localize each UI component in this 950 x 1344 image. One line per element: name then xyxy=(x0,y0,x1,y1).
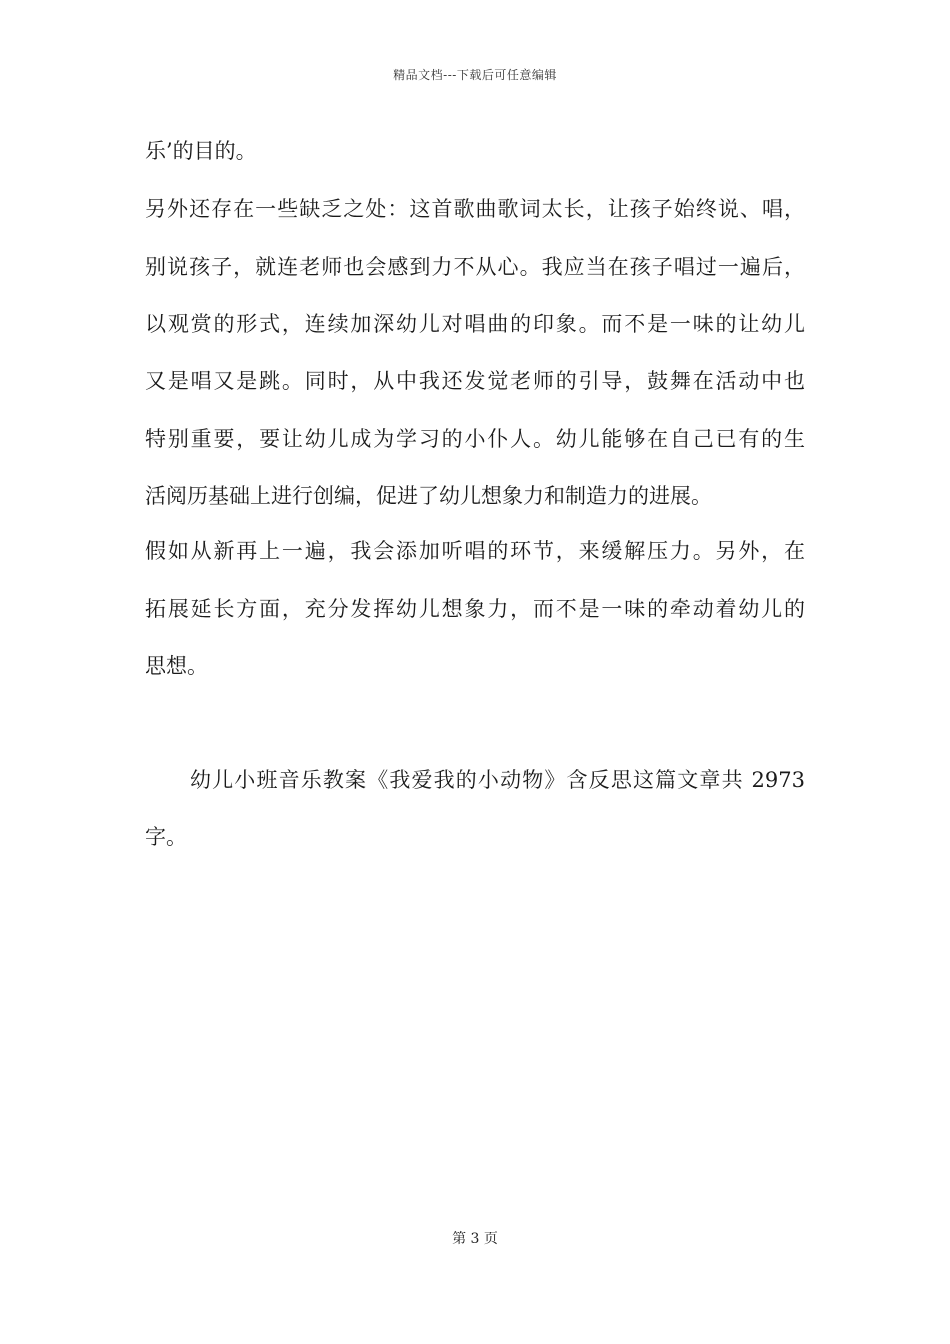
paragraph-line: 思想。 xyxy=(145,654,208,678)
summary-line: 字。 xyxy=(145,825,187,849)
paragraph-line: 活阅历基础上进行创编，促进了幼儿想象力和制造力的进展。 xyxy=(145,484,712,508)
paragraph-line: 以观赏的形式，连续加深幼儿对唱曲的印象。而不是一味的让幼儿 xyxy=(145,312,805,336)
page-number: 第 3 页 xyxy=(452,1231,498,1247)
page-header: 精品文档---下载后可任意编辑 xyxy=(393,68,557,82)
paragraph-line: 假如从新再上一遍，我会添加听唱的环节，来缓解压力。另外，在 xyxy=(145,539,805,563)
paragraph-line: 另外还存在一些缺乏之处：这首歌曲歌词太长，让孩子始终说、唱， xyxy=(145,197,805,221)
paragraph-line: 又是唱又是跳。同时，从中我还发觉老师的引导，鼓舞在活动中也 xyxy=(145,369,805,393)
paragraph-line: 特别重要，要让幼儿成为学习的小仆人。幼儿能够在自己已有的生 xyxy=(145,427,805,451)
paragraph-line: 别说孩子，就连老师也会感到力不从心。我应当在孩子唱过一遍后， xyxy=(145,255,805,279)
summary-line: 幼儿小班音乐教案《我爱我的小动物》含反思这篇文章共 2973 xyxy=(190,768,805,792)
paragraph-line: 拓展延长方面，充分发挥幼儿想象力，而不是一味的牵动着幼儿的 xyxy=(145,597,805,621)
paragraph-line: 乐’的目的。 xyxy=(145,139,257,163)
